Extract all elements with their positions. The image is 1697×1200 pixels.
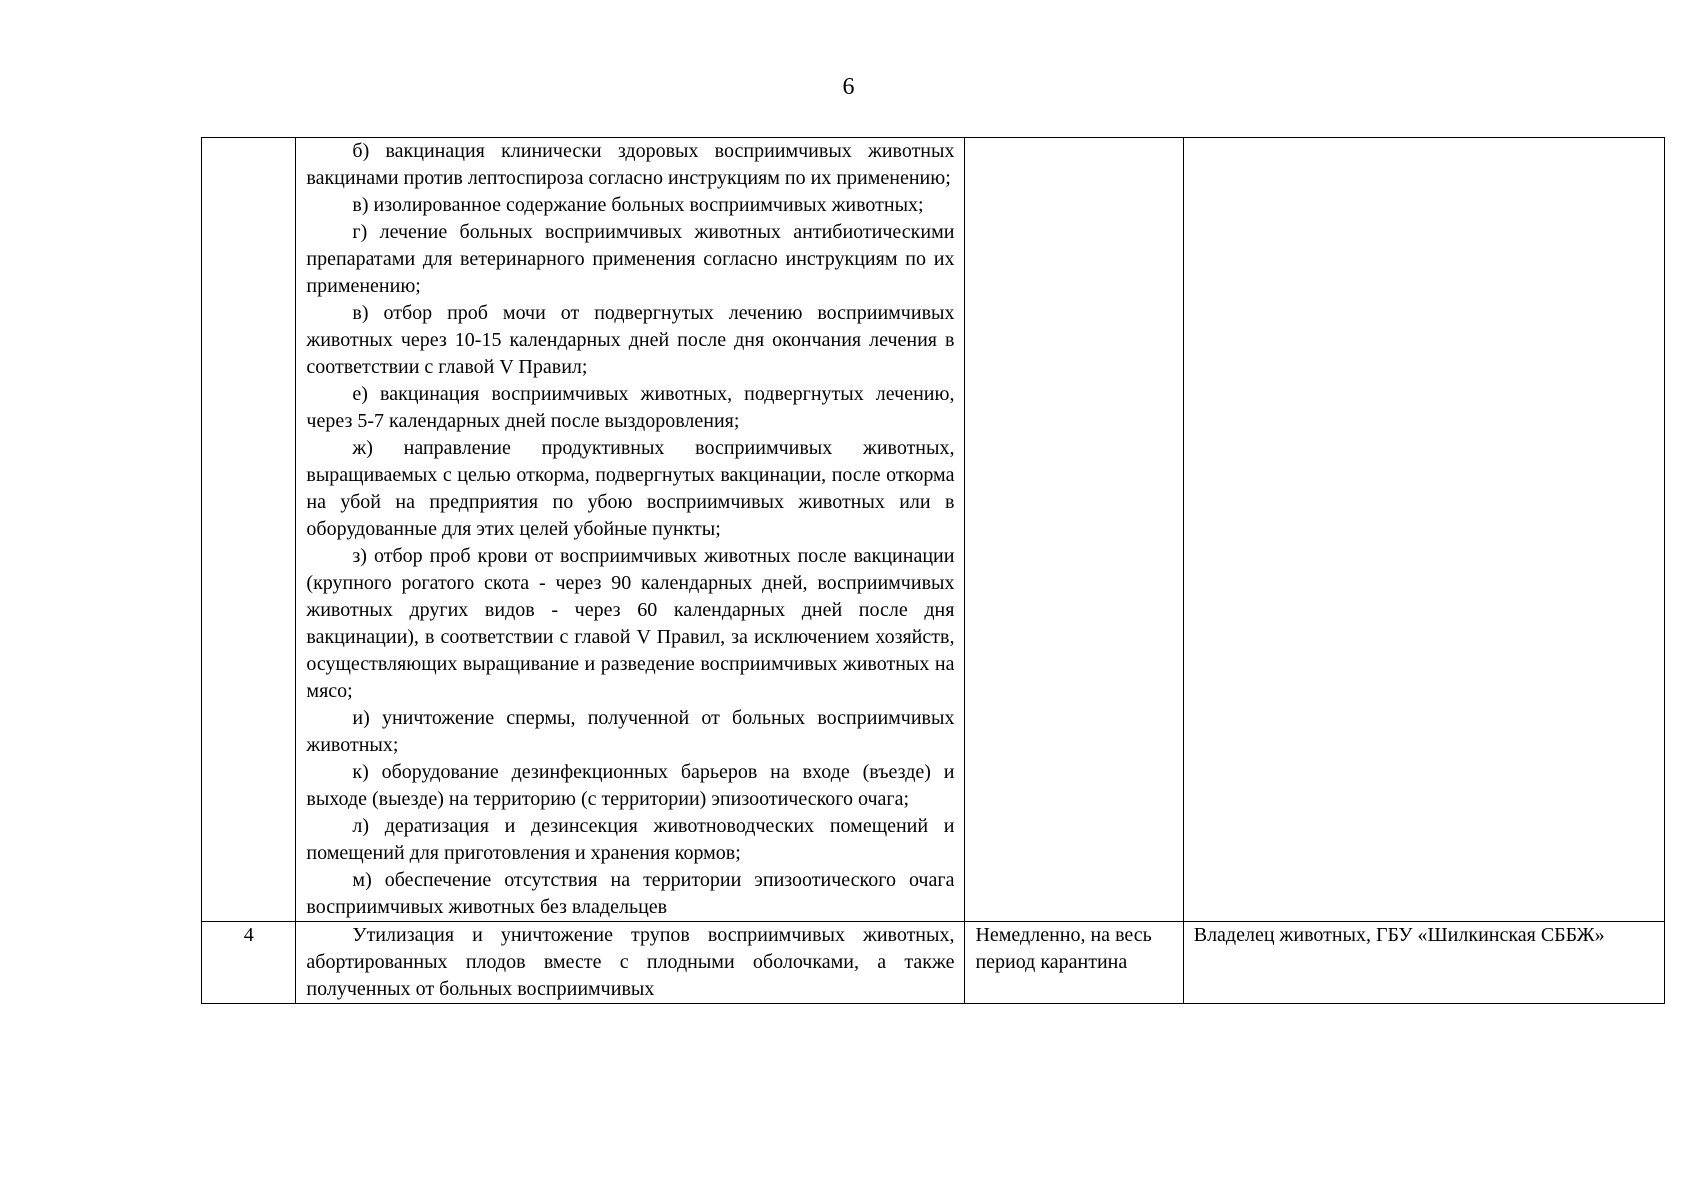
responsible-cell: [1183, 138, 1664, 922]
measure-item-v2: в) отбор проб мочи от подвергнутых лечению восприимчивых животных через 10-15 календарных дней после дня окончания лечения в соответствии с главой V Правил;: [306, 302, 955, 378]
measure-item-k: к) оборудование дезинфекционных барьеров на входе (въезде) и выходе (выезде) на территорию (с территории) эпизоотического очага;: [306, 761, 955, 810]
term-cell: [965, 138, 1183, 922]
term-cell: [965, 922, 1183, 1004]
responsible-text: Владелец животных, ГБУ «Шилкинская СББЖ»: [1193, 924, 1605, 946]
row-number-cell: 4: [202, 922, 296, 1004]
measure-item-l: л) дератизация и дезинсекция животноводческих помещений и помещений для приготовления и хранения кормов;: [306, 815, 955, 864]
measure-item-i: и) уничтожение спермы, полученной от больных восприимчивых животных;: [306, 707, 955, 756]
term-text: Немедленно, на весь период карантина: [975, 924, 1152, 973]
measure-item-m: м) обеспечение отсутствия на территории эпизоотического очага восприимчивых животных без владельцев: [306, 869, 955, 918]
measures-cell: [296, 138, 965, 922]
measure-text: Утилизация и уничтожение трупов восприимчивых животных, абортированных плодов вместе с плодными оболочками, а также полученных от больных восприимчивых: [306, 924, 955, 1000]
page-number: 6: [842, 74, 855, 100]
table-row: [202, 138, 1665, 922]
measure-item-b: б) вакцинация клинически здоровых восприимчивых животных вакцинами против лептоспироза согласно инструкциям по их применению;: [306, 140, 955, 189]
table-row: [202, 922, 1665, 1004]
responsible-cell: [1183, 922, 1664, 1004]
measure-item-z: з) отбор проб крови от восприимчивых животных после вакцинации (крупного рогатого скота - через 90 календарных дней, восприимчивых животных других видов - через 60 календарных дней после дня вакцинации), в соответствии с главой V Правил, за исключением хозяйств, осуществляющих выращивание и разведение восприимчивых животных на мясо;: [306, 545, 955, 702]
measure-item-g: г) лечение больных восприимчивых животных антибиотическими препаратами для ветеринарного применения согласно инструкциям по их применению;: [306, 221, 955, 297]
measures-cell: [296, 922, 965, 1004]
measure-item-zh: ж) направление продуктивных восприимчивых животных, выращиваемых с целью откорма, подвергнутых вакцинации, после откорма на убой на предприятия по убою восприимчивых животных или в оборудованные для этих целей убойные пункты;: [306, 437, 955, 540]
row-number-cell: [202, 138, 296, 922]
measure-item-v: в) изолированное содержание больных восприимчивых животных;: [352, 194, 924, 216]
measure-item-e: е) вакцинация восприимчивых животных, подвергнутых лечению, через 5-7 календарных дней после выздоровления;: [306, 383, 955, 432]
measures-table: [201, 137, 1665, 1004]
